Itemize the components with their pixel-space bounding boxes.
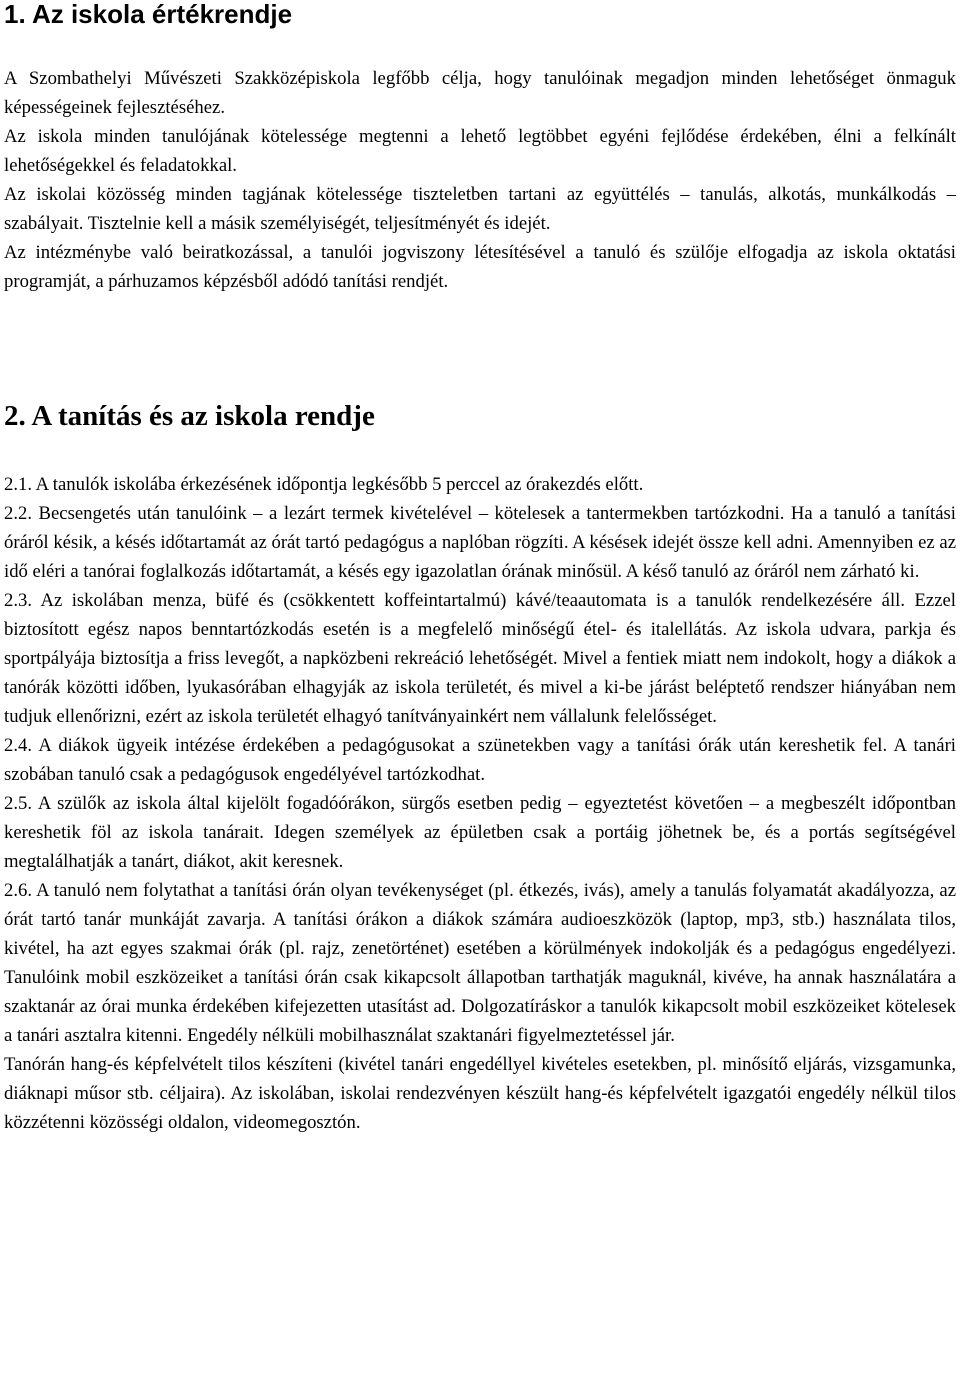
paragraph: 2.2. Becsengetés után tanulóink – a lezárt termek kivételével – kötelesek a tantermekben tartózkodni. Ha a tanuló a tanítási óráról késik, a késés időtartamát az órát tartó pedagógus a naplóban rögzíti. A késések idejét össze kell adni. Amennyiben ez az idő eléri a tanórai foglalkozás időtartamát, a késés egy igazolatlan órának minősül. A késő tanuló az óráról nem zárható ki.: [4, 503, 956, 582]
paragraph: Az intézménybe való beiratkozással, a tanulói jogviszony létesítésével a tanuló és szülője elfogadja az iskola oktatási programját, a párhuzamos képzésből adódó tanítási rendjét.: [4, 242, 956, 292]
paragraph: 2.1. A tanulók iskolába érkezésének időpontja legkésőbb 5 perccel az órakezdés előtt.: [4, 474, 644, 495]
paragraph: Tanórán hang-és képfelvételt tilos készíteni (kivétel tanári engedéllyel kivételes esetekben, pl. minősítő eljárás, vizsgamunka, diáknapi műsor stb. céljaira). Az iskolában, iskolai rendezvényen készült hang-és képfelvételt igazgatói engedély nélkül tilos közzétenni közösségi oldalon, videomegosztón.: [4, 1054, 956, 1133]
paragraph: 2.5. A szülők az iskola által kijelölt fogadóórákon, sürgős esetben pedig – egyeztetést követően – a megbeszélt időpontban kereshetik föl az iskola tanárait. Idegen személyek az épületben csak a portáig jöhetnek be, és a portás segítségével megtalálhatják a tanárt, diákot, akit keresnek.: [4, 793, 956, 872]
paragraph: 2.3. Az iskolában menza, büfé és (csökkentett koffeintartalmú) kávé/teaautomata is a tanulók rendelkezésére áll. Ezzel biztosított egész napos benntartózkodás esetén is a megfelelő minőségű étel- és italellátás. Az iskola udvara, parkja és sportpályája biztosítja a friss levegőt, a napközbeni rekreáció lehetőségét. Mivel a fentiek miatt nem indokolt, hogy a diákok a tanórák közötti időben, lyukasórában elhagyják az iskola területét, és mivel a ki-be járást beléptető rendszer hiányában nem tudjuk ellenőrizni, ezért az iskola területét elhagyó tanítványainkért nem vállalunk felelősséget.: [4, 590, 956, 727]
section-2-title: 2. A tanítás és az iskola rendje: [4, 400, 375, 432]
paragraph: Az iskola minden tanulójának kötelessége megtenni a lehető legtöbbet egyéni fejlődése érdekében, élni a felkínált lehetőségekkel és feladatokkal.: [4, 126, 956, 176]
paragraph: Az iskolai közösség minden tagjának kötelessége tiszteletben tartani az együttélés – tanulás, alkotás, munkálkodás – szabályait. Tisztelnie kell a másik személyiségét, teljesítményét és idejét.: [4, 184, 956, 234]
section-2-body: [4, 470, 956, 1137]
paragraph: A Szombathelyi Művészeti Szakközépiskola legfőbb célja, hogy tanulóinak megadjon minden lehetőséget önmaguk képességeinek fejlesztéséhez.: [4, 68, 956, 118]
paragraph: 2.4. A diákok ügyeik intézése érdekében a pedagógusokat a szünetekben vagy a tanítási órák után kereshetik fel. A tanári szobában tanuló csak a pedagógusok engedélyével tartózkodhat.: [4, 735, 956, 785]
section-1-body: [4, 64, 956, 296]
section-1-title: 1. Az iskola értékrendje: [4, 0, 293, 29]
paragraph: 2.6. A tanuló nem folytathat a tanítási órán olyan tevékenységet (pl. étkezés, ivás), amely a tanulás folyamatát akadályozza, az órát tartó tanár munkáját zavarja. A tanítási órákon a diákok számára audioeszközök (laptop, mp3, stb.) használata tilos, kivétel, ha azt egyes szakmai órák (pl. rajz, zenetörténet) esetében a körülmények indokolják és a pedagógus engedélyezi. Tanulóink mobil eszközeiket a tanítási órán csak kikapcsolt állapotban tarthatják maguknál, kivéve, ha annak használatára a szaktanár az órai munka érdekében kifejezetten utasítást ad. Dolgozatíráskor a tanulók kikapcsolt mobil eszközeiket kötelesek a tanári asztalra kitenni. Engedély nélküli mobilhasználat szaktanári figyelmeztetéssel jár.: [4, 880, 956, 1046]
